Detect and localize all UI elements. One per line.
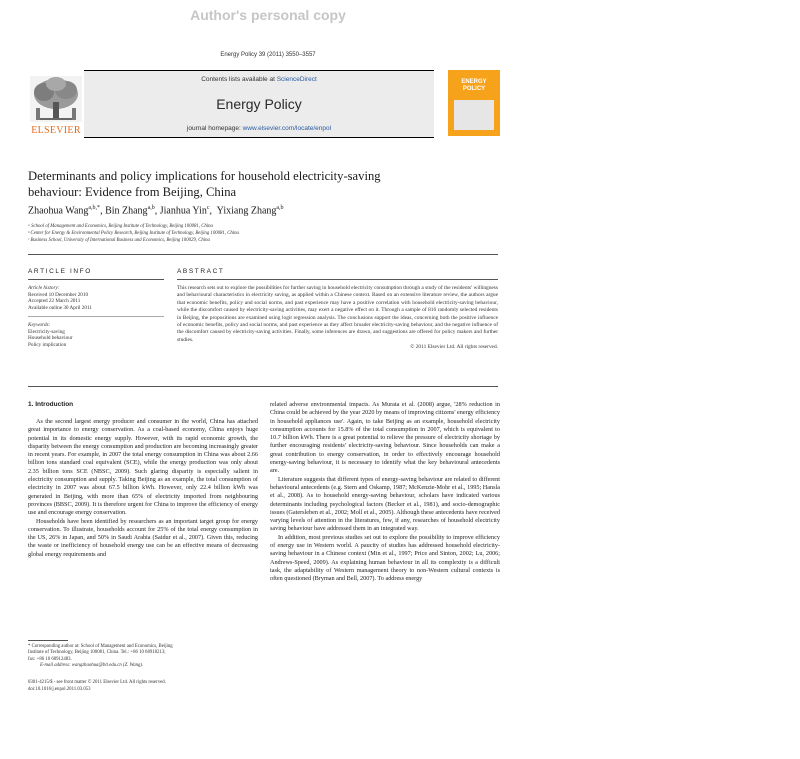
homepage-line <box>84 125 434 132</box>
author-affiliation-marker: c <box>206 205 210 211</box>
author-name[interactable]: Jianhua Yin <box>159 205 207 217</box>
keyword: Policy implication <box>28 342 67 349</box>
sciencedirect-link[interactable]: ScienceDirect <box>276 76 317 83</box>
keyword: Household behaviour <box>28 335 73 342</box>
history-label: Article history: <box>28 285 60 291</box>
article-info-heading: ARTICLE INFO <box>28 268 92 275</box>
contents-prefix: Contents lists available at <box>201 76 277 83</box>
abstract-text: This research sets out to explore the possibilities for further saving in household electricity consumption through a study of the residents' willingness and behavioural characteristics in electricity saving, as applied within a Chinese context. Based on an extensive literature review, the authors argue that economic benefits, policy and social norms, and past experience may have a positive correlation with household electricity-saving behaviour, while the discomfort caused by electricity-saving activities, may exert a negative effect on it. Through a sample of 816 randomly selected residents in Beijing, the propositions are examined using logit regression analysis. The conclusions support the ideas, concerning both the positive influence of economic benefits, policy and social norms, and past experience as they affect broader electricity-saving behaviour, and the negative influence of the discomfort caused by electricity-saving activities. Finally, some inferences are drawn, and suggestions are offered for policy makers and further studies. <box>177 285 498 343</box>
abstract-heading: ABSTRACT <box>177 268 225 275</box>
body-paragraph: related adverse environmental impacts. As Murata et al. (2008) argue, '28% reduction in China could be achieved by the year 2020 by means of improving citizens' energy efficiency in household appliances use'. Again, to take Beijing as an example, household electricity consumption accounts for 15.8% of the total consumption in 2007, which is equivalent to 10.7 billion kWh. There is a great potential to relieve the pressure of electricity shortage by further encouraging residents' electricity-saving behaviour. Since households can make a great contribution to energy conservation, in order to effectively encourage household energy-saving behaviour, it is necessary to identify what the key behavioural antecedents are. <box>270 401 500 475</box>
journal-cover-title <box>448 79 500 93</box>
author-affiliation-marker: a,b <box>276 205 284 211</box>
issn-line: 0301-4215/$ - see front matter © 2011 Elsevier Ltd. All rights reserved. <box>28 680 166 685</box>
doi-line[interactable]: doi:10.1016/j.enpol.2011.03.053 <box>28 686 91 692</box>
article-title-line2: behaviour: Evidence from Beijing, China <box>28 184 237 199</box>
keywords-rule <box>28 316 164 317</box>
corresponding-author-footnote <box>28 644 258 669</box>
journal-citation: Energy Policy 39 (2011) 3550–3557 <box>220 52 316 58</box>
cover-title-line2: POLICY <box>462 86 486 92</box>
footnote-rule <box>28 640 68 641</box>
footnote-line: fax: +86 10 68912483. <box>28 656 72 662</box>
keywords-block <box>28 322 164 349</box>
abstract-body <box>177 285 498 352</box>
contents-line <box>84 76 434 83</box>
section-divider <box>28 254 498 255</box>
homepage-prefix: journal homepage: <box>186 125 243 132</box>
body-paragraph: In addition, most previous studies set out to explore the possibility to improve efficiency of energy use in Western world. A paucity of studies has addressed household electricity-saving behaviour in a Chinese context (Min et al., 1997; Price and Sinton, 2002; Lu, 2006; Andrews-Speed, 2009). As explaining human behaviour in all its complexity is a difficult task, the adaptability of Western management theory to non-Western cultural contexts is often questioned (Bryman and Bell, 2007). To address energy <box>270 533 500 583</box>
author-list: Zhaohua Wang$^{a,b,*}$, Bin Zhang$^{a,b}$, Jianhua Yin$^c$, Yixiang Zhang$^{a,b}$ <box>28 205 284 217</box>
history-online: Available online 30 April 2011 <box>28 305 92 312</box>
body-column-left <box>28 418 258 559</box>
abstract-rule <box>177 279 498 280</box>
body-paragraph: Households have been identified by researchers as an important target group for energy conservation. To illustrate, households account for 25% of the total energy consumption in the US, 26% in Japan, and 50% in Saudi Arabia (Saidur et al., 2007). Given this, reducing the waste or inefficiency of household energy use can be an effective means of decreasing global energy requirements and <box>28 517 258 558</box>
footnote-line: Institute of Technology, Beijing 100081, China. Tel.: +86 10 68918213; <box>28 650 166 656</box>
author-name[interactable]: Zhaohua Wang <box>28 205 89 217</box>
article-title <box>28 169 498 200</box>
keywords-label: Keywords: <box>28 322 51 328</box>
footnote-line: * Corresponding author at: School of Management and Economics, Beijing <box>28 644 173 649</box>
body-paragraph: As the second largest energy producer and consumer in the world, China has attached great importance to energy conservation. As a coal-based economy, China enjoys huge potential in its domestic energy supply. However, with its rapid economic growth, the disparity between the energy consumption and production are becoming increasingly greater in recent years. For example, in 2007 the total energy consumption in China was about 2.66 billion tons standard coal equivalent (SCE), while the energy production was only about 2.35 billion tons SCE (NBSC, 2009). Such glaring disparity is especially salient in electricity consumption and supply. Taking Beijing as an example, the total consumption of electricity in 2007 was about 67.5 billion kWh. However, only 22.4 billion kWh was generated in Beijing, with more than 65% of electricity imported from neighbouring provinces (BBSC, 2009). It is therefore urgent for China to improve the efficiency of energy use and encourage energy conservation. <box>28 418 258 517</box>
keyword: Electricity-saving <box>28 328 65 335</box>
affiliation-b: ᵇ Center for Energy & Environmental Policy Research, Beijing Institute of Technology, Beijing 100081, China <box>28 231 239 236</box>
author-affiliation-marker: a,b <box>147 205 155 211</box>
footnote-email[interactable]: E-mail address: wangzhaohua@bit.edu.cn (Z. Wang). <box>40 662 144 668</box>
cover-title-line1: ENERGY <box>461 79 487 85</box>
history-accepted: Accepted 22 March 2011 <box>28 298 81 305</box>
history-received: Received 10 December 2010 <box>28 291 89 298</box>
watermark: Author's personal copy <box>190 7 346 23</box>
body-divider <box>28 386 498 387</box>
author-name[interactable]: Yixiang Zhang <box>216 205 277 217</box>
author-affiliation-marker: a,b,* <box>88 205 101 211</box>
article-info-rule <box>28 279 164 280</box>
body-paragraph: Literature suggests that different types of energy-saving behaviour are related to different behavioural antecedents (e.g. Stern and Oskamp, 1987; McKenzie-Mohr et al., 1995; Hansla et al., 2008). As to household energy-saving behaviour, scholars have indicated various determinants including psychological factors (Becker et al., 1981), and socio-demographic issues (Gatersleben et al., 2002; Moll et al., 2005). Although these antecedents have received varying levels of attention in the literatures, few, if any, researches of household electricity saving behaviour have addressed them in an integrated way. <box>270 475 500 533</box>
affiliation-a: ᵃ School of Management and Economics, Beijing Institute of Technology, Beijing 100081, China <box>28 224 213 229</box>
affiliation-c: ᶜ Business School, University of International Business and Economics, Beijing 100029, China <box>28 238 210 243</box>
issn-block <box>28 680 258 693</box>
journal-name: Energy Policy <box>216 96 302 112</box>
homepage-link[interactable]: www.elsevier.com/locate/enpol <box>242 125 332 132</box>
abstract-copyright: © 2011 Elsevier Ltd. All rights reserved. <box>410 344 498 351</box>
elsevier-wordmark: ELSEVIER <box>31 125 81 136</box>
body-column-right <box>270 401 500 584</box>
journal-cover-art <box>454 100 494 130</box>
section-heading-introduction: 1. Introduction <box>28 401 74 408</box>
author-name[interactable]: Bin Zhang <box>105 205 148 217</box>
article-title-line1: Determinants and policy implications for household electricity-saving <box>28 169 381 183</box>
article-history <box>28 285 164 312</box>
